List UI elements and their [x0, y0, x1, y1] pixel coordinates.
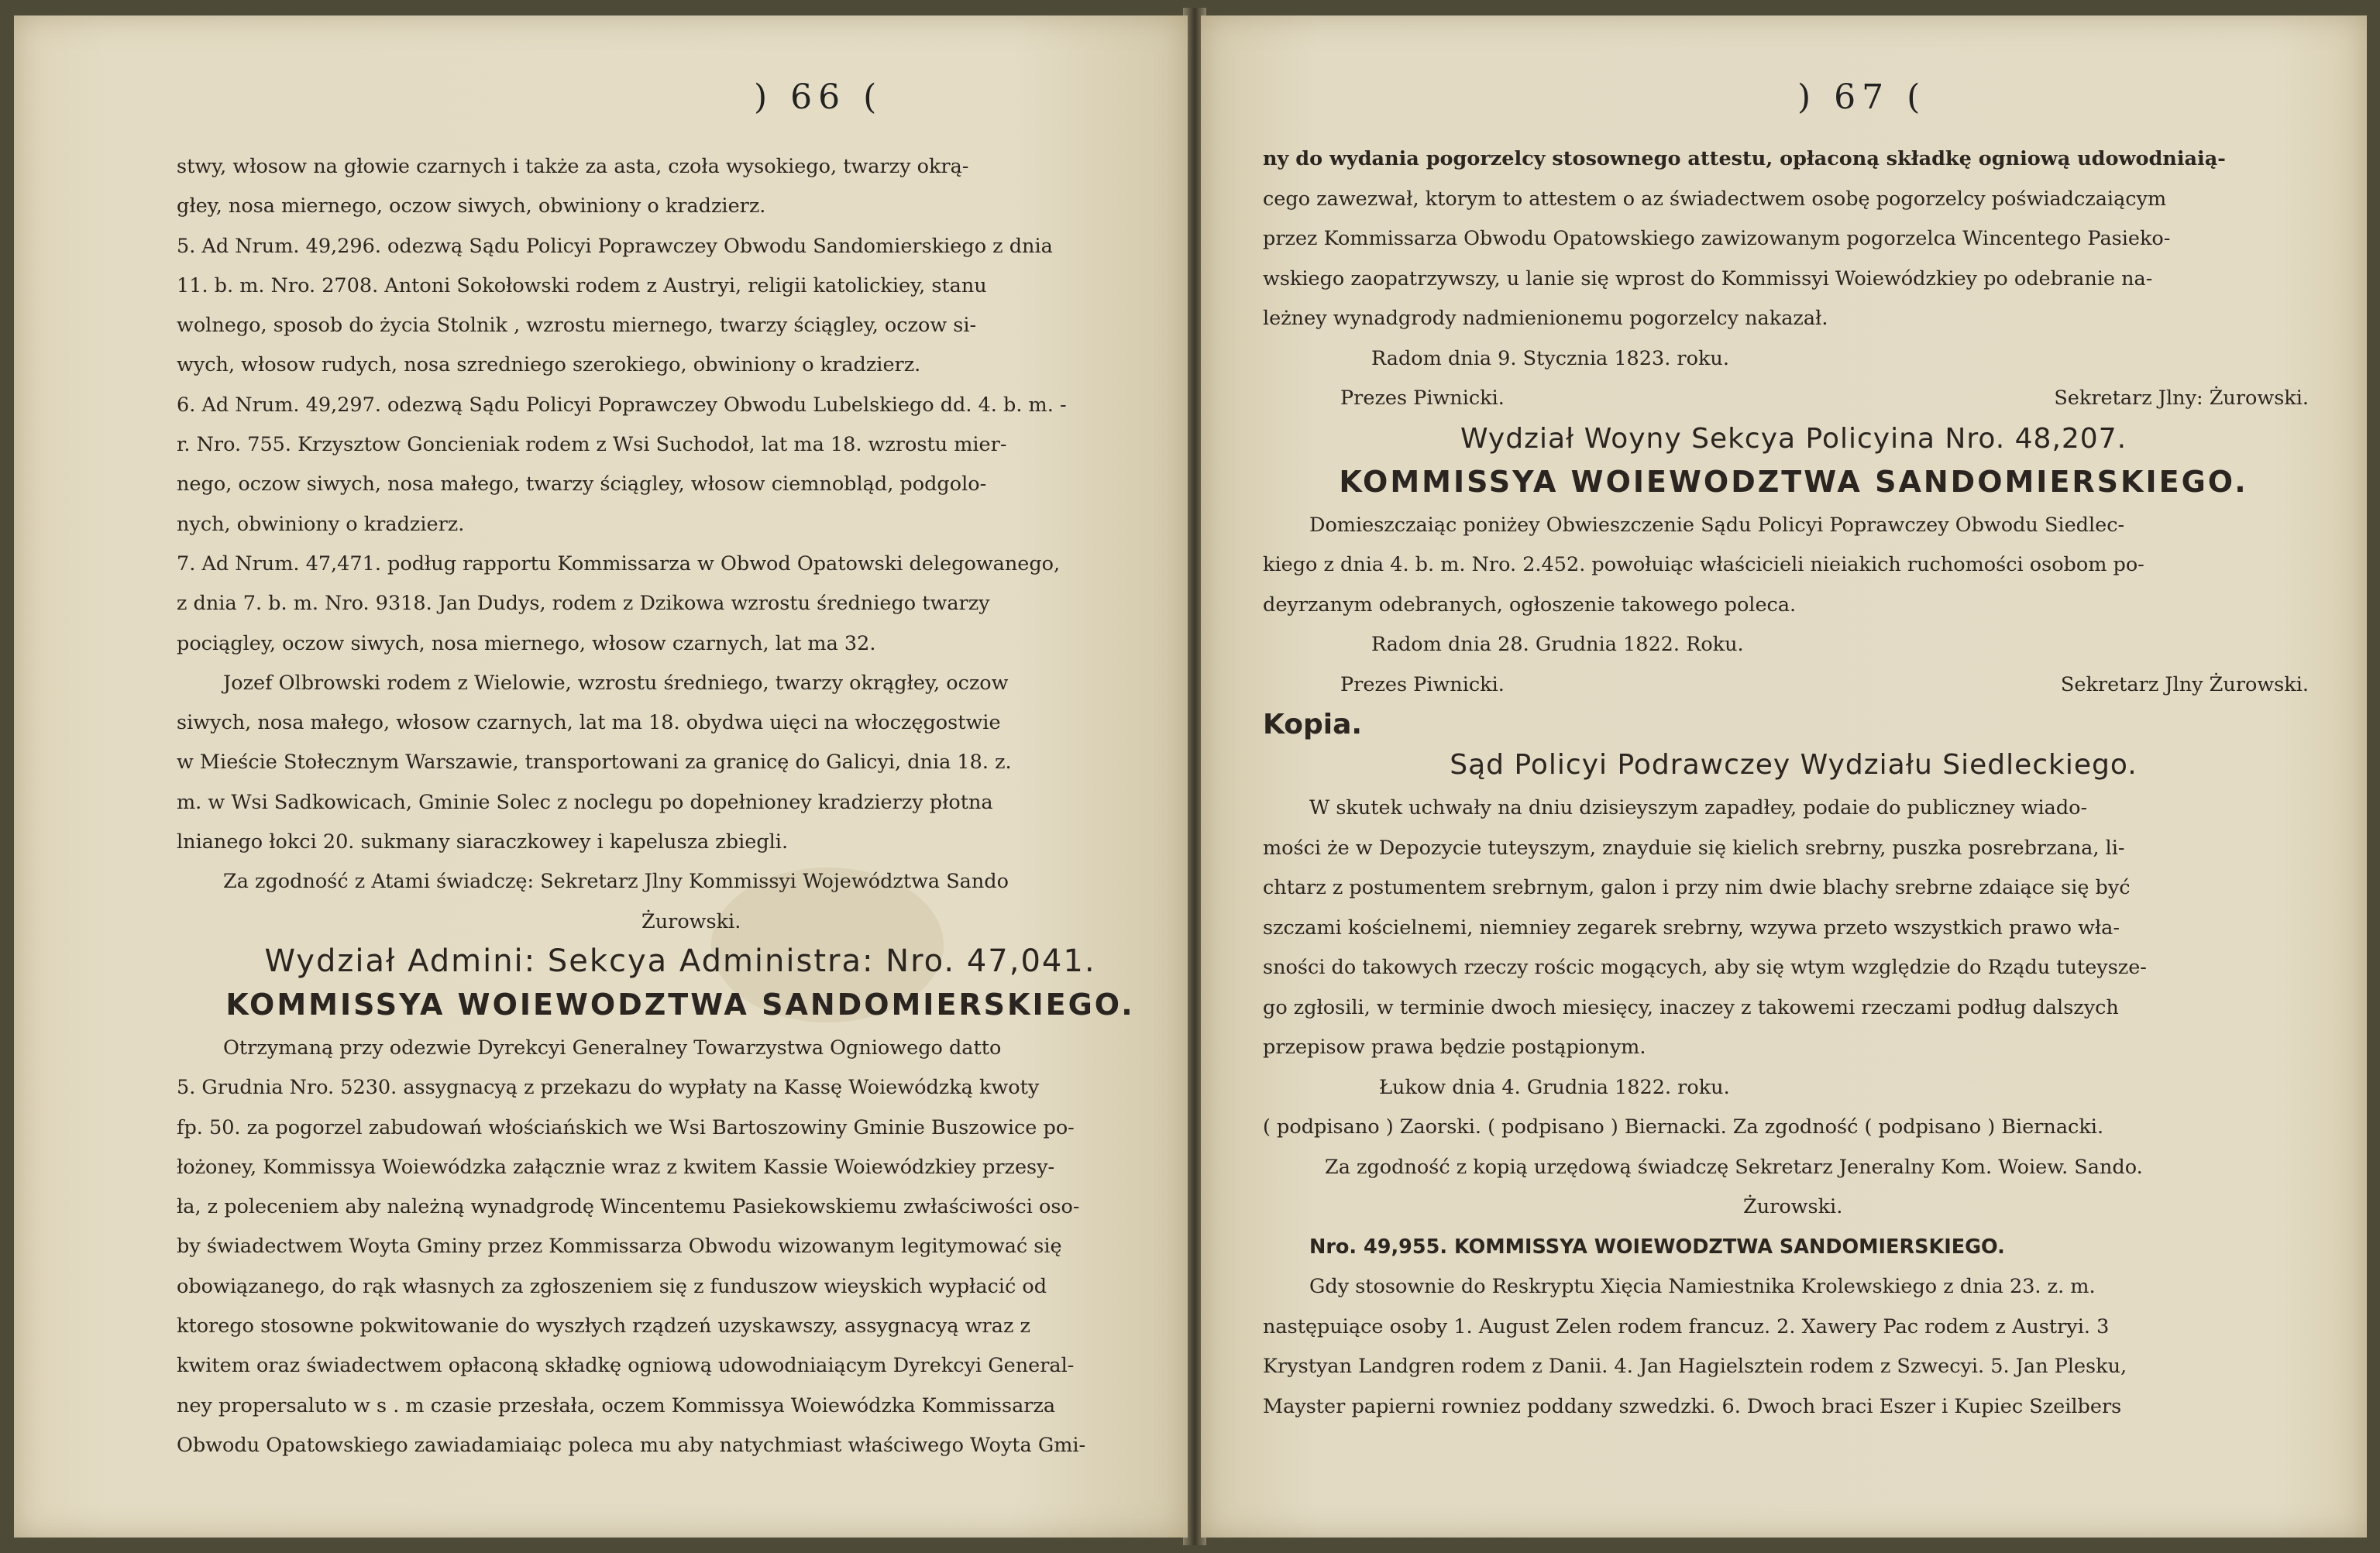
text-line: W skutek uchwały na dniu dzisieyszym zapadłey, podaie do publiczney wiado- [1309, 796, 2088, 819]
date-line: Łukow dnia 4. Grudnia 1822. roku. [1379, 1075, 1730, 1099]
text-line: wych, włosow rudych, nosa szredniego szerokiego, obwiniony o kradzierz. [177, 353, 921, 377]
attestation-line: Za zgodność z kopią urzędową świadczę Sekretarz Jeneralny Kom. Woiew. Sando. [1325, 1155, 2143, 1179]
text-line: z dnia 7. b. m. Nro. 9318. Jan Dudys, rodem z Dzikowa wzrostu średniego twarzy [177, 592, 990, 616]
text-line: wolnego, sposob do życia Stolnik , wzrostu miernego, twarzy ściągley, oczow si- [177, 314, 977, 338]
text-line: cego zawezwał, ktorym to attestem o az świadectwem osobę pogorzelcy poświadczaiącym [1263, 187, 2167, 211]
text-line: deyrzanym odebranych, ogłoszenie takowego poleca. [1263, 593, 1797, 617]
text-line: Za zgodność z Atami świadczę: Sekretarz Jlny Kommissyi Województwa Sando [223, 870, 1009, 894]
text-line: mości że w Depozycie tuteyszym, znayduie się kielich srebrny, puszka posrebrzana, li- [1263, 836, 2125, 860]
prezes-signature: Prezes Piwnicki. [1340, 387, 1505, 410]
text-line: sności do takowych rzeczy rościc mogących, aby się wtym względzie do Rządu tuteysze- [1263, 956, 2147, 979]
text-line: fp. 50. za pogorzel zabudowań włościańskich we Wsi Bartoszowiny Gminie Buszowice po- [177, 1115, 1075, 1139]
text-line: by świadectwem Woyta Gminy przez Kommissarza Obwodu wizowanym legitymować się [177, 1235, 1062, 1259]
signature-row [1263, 379, 2324, 419]
date-line: Radom dnia 9. Stycznia 1823. roku. [1371, 346, 1729, 370]
section-heading: Nro. 49,955. KOMMISSYA WOIEWODZTWA SANDOMIERSKIEGO. [1309, 1235, 2005, 1259]
text-line: 5. Grudnia Nro. 5230. assygnacyą z przekazu do wypłaty na Kassę Woiewódzką kwoty [177, 1076, 1040, 1100]
text-line: przepisow prawa będzie postąpionym. [1263, 1036, 1646, 1059]
text-line: m. w Wsi Sadkowicach, Gminie Solec z noclegu po dopełnioney kradzierzy płotna [177, 790, 993, 814]
text-line: wskiego zaopatrzywszy, u lanie się wprost do Kommissyi Woiewódzkiey po odebranie na- [1263, 266, 2153, 290]
page-number: ) 66 ( [754, 77, 883, 117]
text-line: 5. Ad Nrum. 49,296. odezwą Sądu Policyi Poprawczey Obwodu Sandomierskiego z dnia [177, 234, 1053, 258]
section-heading: Sąd Policyi Podrawczey Wydziału Siedleckiego. [1450, 749, 2138, 781]
prezes-signature: Prezes Piwnicki. [1340, 672, 1505, 696]
right-page [1201, 15, 2367, 1538]
text-line: Obwodu Opatowskiego zawiadamiaiąc poleca mu aby natychmiast właściwego Woyta Gmi- [177, 1433, 1086, 1457]
text-line: przez Kommissarza Obwodu Opatowskiego zawizowanym pogorzelca Wincentego Pasieko- [1263, 227, 2171, 250]
sekretarz-signature: Sekretarz Jlny: Żurowski. [2054, 387, 2309, 410]
text-line: głey, nosa miernego, oczow siwych, obwiniony o kradzierz. [177, 194, 766, 218]
text-line: ła, z poleceniem aby należną wynadgrodę Wincentemu Pasiekowskiemu zwłaściwości oso- [177, 1195, 1080, 1219]
signature-line: Żurowski. [641, 909, 741, 933]
sekretarz-signature: Sekretarz Jlny Żurowski. [2060, 672, 2309, 696]
right-body-text [1263, 139, 2324, 1427]
text-line: Domieszczaiąc poniżey Obwieszczenie Sądu Policyi Poprawczey Obwodu Siedlec- [1309, 513, 2125, 537]
section-heading: Wydział Admini: Sekcya Administra: Nro. 47,041. [264, 943, 1096, 979]
text-line: r. Nro. 755. Krzysztow Goncieniak rodem z Wsi Suchodoł, lat ma 18. wzrostu mier- [177, 433, 1007, 457]
text-line: następuiące osoby 1. August Zelen rodem francuz. 2. Xawery Pac rodem z Austryi. 3 [1263, 1314, 2110, 1338]
text-line: lnianego łokci 20. sukmany siaraczkowey i kapelusza zbiegli. [177, 830, 789, 854]
text-line: 6. Ad Nrum. 49,297. odezwą Sądu Policyi Poprawczey Obwodu Lubelskiego dd. 4. b. m. - [177, 393, 1067, 417]
text-line: Krystyan Landgren rodem z Danii. 4. Jan Hagielsztein rodem z Szwecyi. 5. Jan Plesku, [1263, 1355, 2127, 1378]
text-line: ny do wydania pogorzelcy stosownego attestu, opłaconą składkę ogniową udowodniaią- [1263, 147, 2226, 170]
text-line: stwy, włosow na głowie czarnych i także za asta, czoła wysokiego, twarzy okrą- [177, 155, 969, 178]
text-line: łożoney, Kommissya Woiewódzka załącznie wraz z kwitem Kassie Woiewódzkiey przesy- [177, 1155, 1055, 1179]
text-line: szczami kościelnemi, niemniey zegarek srebrny, wzywa przeto wszystkich prawo wła- [1263, 916, 2120, 940]
text-line: Gdy stosownie do Reskryptu Xięcia Namiestnika Krolewskiego z dnia 23. z. m. [1309, 1275, 2096, 1298]
page-number: ) 67 ( [1797, 77, 1927, 117]
text-line: obowiązanego, do rąk własnych za zgłoszeniem się z funduszow wieyskich wypłacić od [177, 1274, 1047, 1298]
section-heading: Wydział Woyny Sekcya Policyina Nro. 48,207. [1460, 422, 2127, 455]
signature-line: Żurowski. [1743, 1195, 1843, 1218]
text-line: chtarz z postumentem srebrnym, galon i przy nim dwie blachy srebrne zdaiące się być [1263, 876, 2131, 899]
text-line: go zgłosili, w terminie dwoch miesięcy, inaczey z takowemi rzeczami podług dalszych [1263, 995, 2119, 1019]
left-body-text [177, 147, 1184, 1465]
text-line: Jozef Olbrowski rodem z Wielowie, wzrostu średniego, twarzy okrągłey, oczow [223, 671, 1009, 695]
left-page [14, 15, 1188, 1538]
text-line: kwitem oraz świadectwem opłaconą składkę ogniową udowodniaiącym Dyrekcyi General- [177, 1354, 1075, 1378]
text-line: siwych, nosa małego, włosow czarnych, lat ma 18. obydwa uięci na włoczęgostwie [177, 711, 1001, 735]
date-line: Radom dnia 28. Grudnia 1822. Roku. [1371, 633, 1744, 656]
text-line: Mayster papierni rowniez poddany szwedzki. 6. Dwoch braci Eszer i Kupiec Szeilbers [1263, 1394, 2122, 1418]
text-line: nego, oczow siwych, nosa małego, twarzy ściągley, włosow ciemnobląd, podgolo- [177, 472, 987, 496]
signature-row [1263, 665, 2324, 706]
text-line: 7. Ad Nrum. 47,471. podług rapportu Kommissarza w Obwod Opatowski delegowanego, [177, 551, 1061, 576]
section-heading: KOMMISSYA WOIEWODZTWA SANDOMIERSKIEGO. [1339, 464, 2248, 499]
text-line: w Mieście Stołecznym Warszawie, transportowani za granicę do Galicyi, dnia 18. z. [177, 751, 1012, 775]
text-line: 11. b. m. Nro. 2708. Antoni Sokołowski rodem z Austryi, religii katolickiey, stanu [177, 273, 987, 297]
text-line: leżney wynadgrody nadmienionemu pogorzelcy nakazał. [1263, 307, 1828, 330]
text-line: pociągley, oczow siwych, nosa miernego, włosow czarnych, lat ma 32. [177, 631, 876, 655]
text-line: nych, obwiniony o kradzierz. [177, 512, 465, 536]
text-line: ktorego stosowne pokwitowanie do wyszłych rządzeń uzyskawszy, assygnacyą wraz z [177, 1314, 1030, 1338]
section-heading: KOMMISSYA WOIEWODZTWA SANDOMIERSKIEGO. [225, 987, 1135, 1022]
text-line: ney propersaluto w s . m czasie przesłała, oczem Kommissya Woiewódzka Kommissarza [177, 1393, 1056, 1417]
kopia-heading: Kopia. [1263, 709, 1363, 740]
text-line: kiego z dnia 4. b. m. Nro. 2.452. powołuiąc właścicieli nieiakich ruchomości osobom po- [1263, 553, 2144, 576]
signed-line: ( podpisano ) Zaorski. ( podpisano ) Biernacki. Za zgodność ( podpisano ) Biernacki. [1263, 1115, 2104, 1139]
text-line: Otrzymaną przy odezwie Dyrekcyi Generalney Towarzystwa Ogniowego datto [223, 1036, 1002, 1060]
